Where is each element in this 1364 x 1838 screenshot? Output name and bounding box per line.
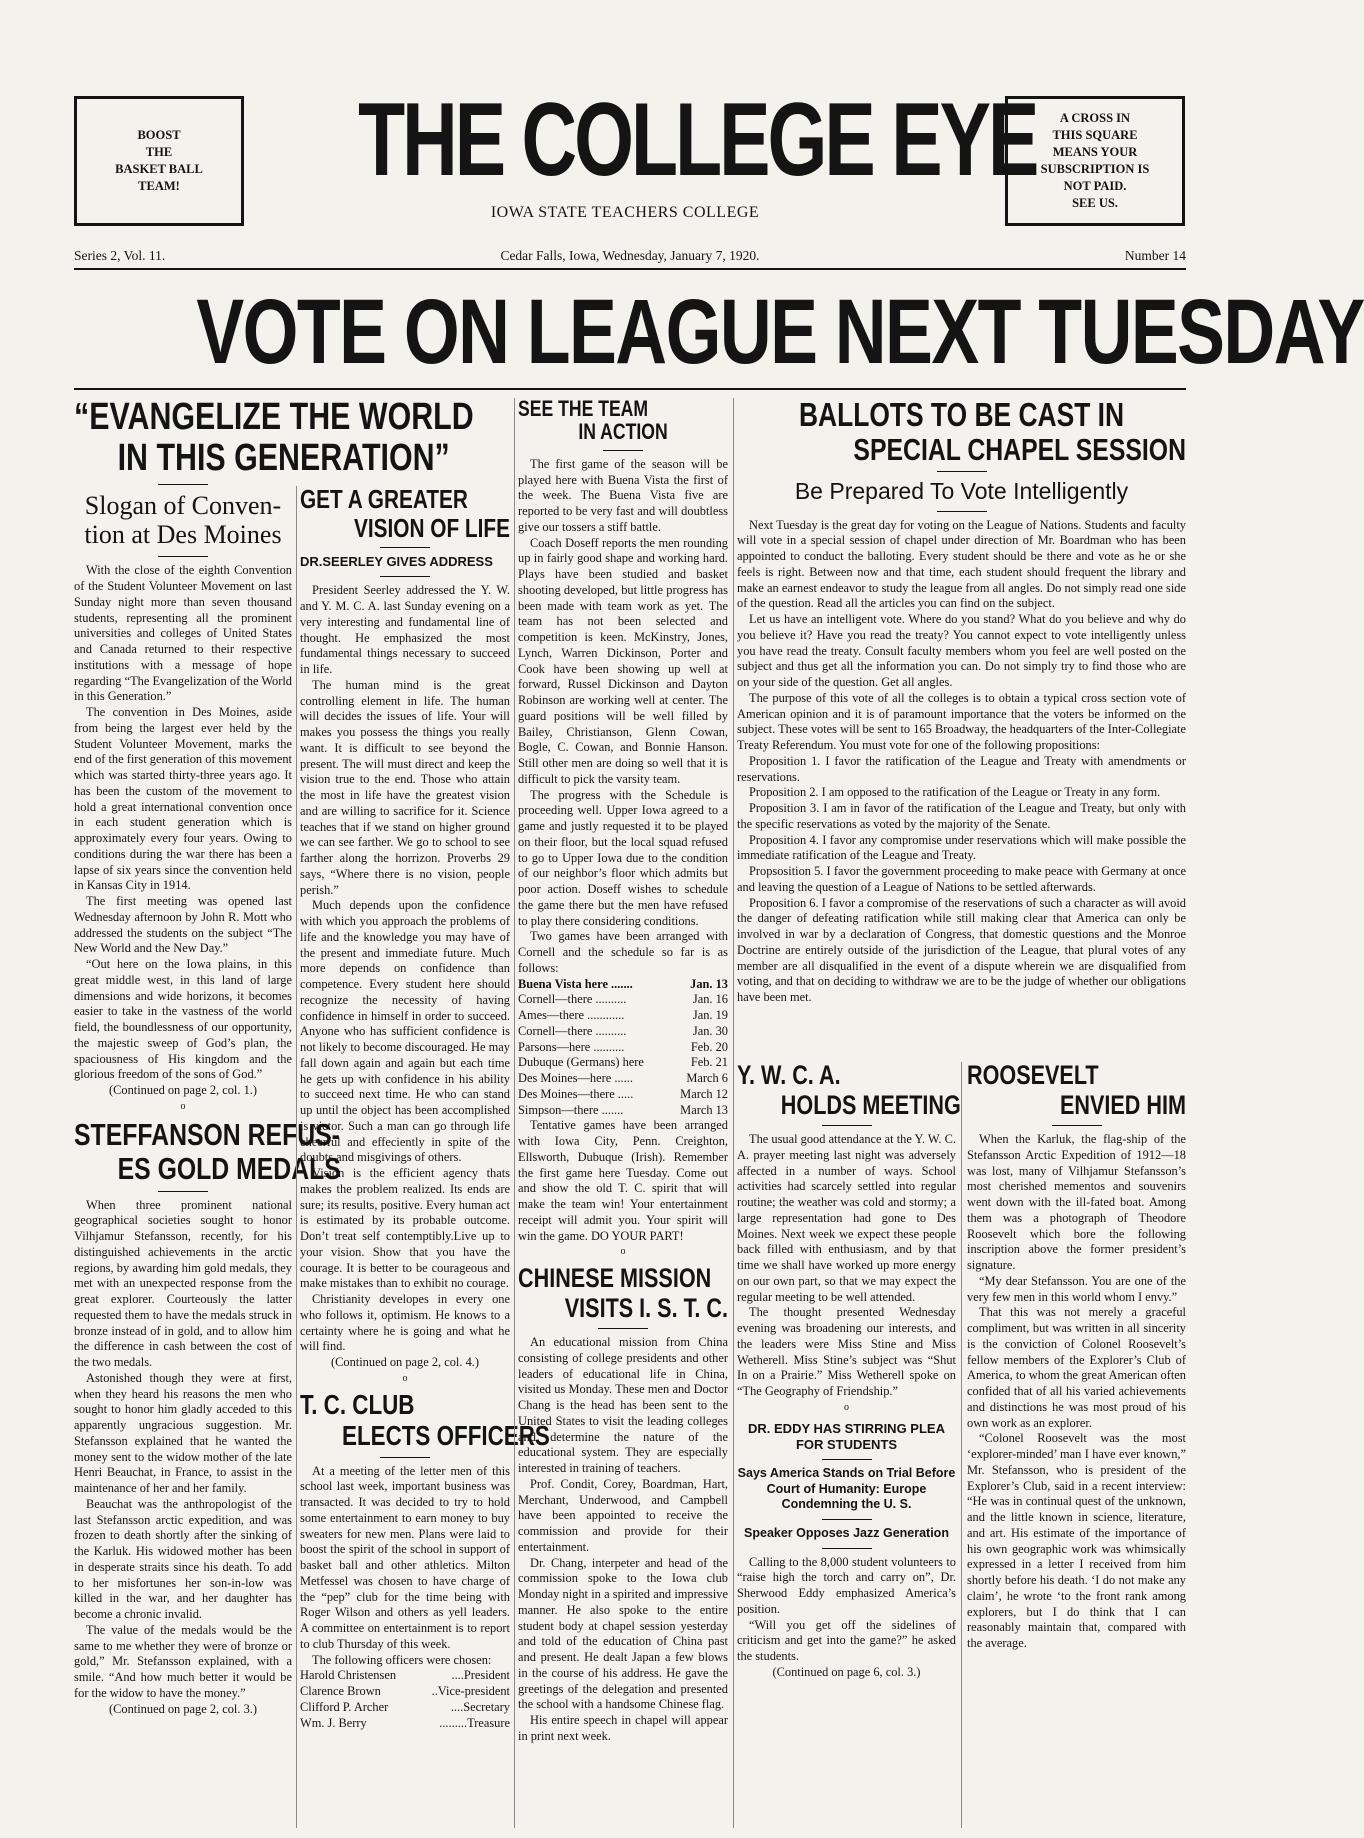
ywca-paragraph: The usual good attendance at the Y. W. C. A. prayer meeting last night was adversely affected in a number of ways. School activities had scarcely settled into regular routine; the weather was cold and stormy; a large representation had gone to Des Moines. Next week we expect these people back filled with enthusiasm, and by that time we shall have worked up more energy on our own part, so that we may expect the regular meeting to be well attended. xyxy=(737,1132,956,1304)
issue-info-line xyxy=(74,248,1186,270)
team-headline-2: IN ACTION xyxy=(578,419,668,445)
evangelize-headline-1: “EVANGELIZE THE WORLD xyxy=(74,396,474,438)
schedule-leader: ...... xyxy=(611,1071,633,1086)
schedule-leader: ............ xyxy=(584,1008,625,1023)
schedule-game xyxy=(518,1071,670,1087)
schedule-date: Jan. 16 xyxy=(692,992,728,1007)
schedule-leader: ....... xyxy=(607,976,633,991)
schedule-game xyxy=(518,1040,670,1056)
roosevelt-paragraph: “My dear Stefansson. You are one of the very few men in this world whom I envy.” xyxy=(967,1273,1186,1304)
article-vision xyxy=(300,486,510,1385)
schedule-date: Jan. 30 xyxy=(692,1023,728,1038)
article-tc-club xyxy=(300,1389,550,1731)
schedule-leader: .......... xyxy=(590,1039,625,1054)
column-4 xyxy=(737,398,1186,1048)
roosevelt-paragraph: That this was not merely a graceful compliment, but was written in all sincerity is the conviction of Colonel Roosevelt’s fellow members of the Explorer’s Club of America, to whom the great American often confided that of all his varied achievements and distinctions he was most proud of his own work as an explorer. xyxy=(967,1305,1186,1430)
article-chinese-mission xyxy=(518,1265,728,1745)
team-paragraph: Two games have been arranged with Cornell and the schedule so far is as follows: xyxy=(518,929,728,975)
schedule-row xyxy=(518,1087,728,1103)
officer-row xyxy=(300,1684,510,1700)
vision-continued: (Continued on page 2, col. 4.) xyxy=(331,1355,479,1370)
schedule-game xyxy=(518,992,670,1008)
eddy-headline: DR. EDDY HAS STIRRING PLEA FOR STUDENTS xyxy=(748,1420,945,1452)
schedule-game xyxy=(518,1024,670,1040)
steffanson-headline-2: ES GOLD MEDALS xyxy=(117,1151,341,1187)
schedule-game xyxy=(518,1103,670,1119)
tc-club-paragraph: The following officers were chosen: xyxy=(312,1652,492,1667)
divider xyxy=(822,1548,872,1549)
article-ballots xyxy=(737,398,1186,1006)
officer-name: Wm. J. Berry xyxy=(300,1715,367,1730)
divider xyxy=(598,1328,648,1329)
vision-paragraph: Much depends upon the confidence with which you approach the problems of life and the knowledge you may have of the present and immediate future. Much more depends on confidence than competence. Every student here should recognize the necessity of having confidence in himself in order to succeed. Anyone who has sufficient confidence is not likely to become discouraged. He may fall down again and again but each time he gets up with confidence in his ability to succeed next time. He who can stand up until the object has been accomplished is victor. Such a man can go through life cheerful and effeciently in spite of the doubts and misgivings of others. xyxy=(300,898,510,1165)
schedule-date: March 6 xyxy=(686,1071,728,1086)
evangelize-paragraph: With the close of the eighth Convention of the Student Volunteer Movement on last Sunday night more than seven thousand students, representing all the prominent universities and colleges of United States and Canada returned to their respective institutions with a message of hope regarding “The Evangelization of the World in this Generation.” xyxy=(74,563,292,704)
officer-office: ..Vice-president xyxy=(431,1684,510,1699)
schedule-row xyxy=(518,977,728,993)
officer-office: ....President xyxy=(451,1668,510,1683)
column-rule xyxy=(296,486,297,1828)
chinese-headline-1: CHINESE MISSION xyxy=(518,1263,712,1294)
eddy-subhead-1: Says America Stands on Trial Before Court of Humanity: Europe Condemning the U. S. xyxy=(737,1466,956,1512)
proposition: Proposition 4. I favor any compromise under reservations which will make possible the immediate ratification of the League and Treaty. xyxy=(737,832,1186,863)
schedule-date: March 12 xyxy=(680,1086,728,1101)
roosevelt-headline-1: ROOSEVELT xyxy=(967,1060,1099,1090)
chinese-paragraph: An educational mission from China consisting of college presidents and other leaders of educational life in China, visited us Monday. These men and Doctor Chang is the head has been sent to the United States to visit the leading colleges and determine the nature of the educational system. They are especially interested in training of teachers. xyxy=(518,1335,728,1476)
team-paragraph: The first game of the season will be played here with Buena Vista the first of the week. The Buena Vista five are reported to be very fast and will doubtless give our tossers a stiff battle. xyxy=(518,456,728,534)
evangelize-continued: (Continued on page 2, col. 1.) xyxy=(109,1083,257,1098)
schedule-game xyxy=(518,1008,670,1024)
dateline: Cedar Falls, Iowa, Wednesday, January 7, 1920. xyxy=(500,248,760,263)
column-2 xyxy=(300,484,550,1828)
schedule-game-name: Des Moines—here xyxy=(518,1071,612,1086)
schedule-game-name: Cornell—there xyxy=(518,1023,593,1038)
schedule-row xyxy=(518,992,728,1008)
vision-headline-1: GET A GREATER xyxy=(300,484,468,514)
schedule-row xyxy=(518,1024,728,1040)
evangelize-paragraph: “Out here on the Iowa plains, in this great middle west, in this land of large dimensions and wide horizons, it becomes easier to take in the vastness of the world field, the boundlessness of our opportunity, the majestic sweep of God’s plan, the spaciousness of His kingdom and the glorious freedom of the sons of God.” xyxy=(74,957,292,1082)
divider xyxy=(822,1459,872,1460)
roosevelt-headline-2: ENVIED HIM xyxy=(1059,1089,1186,1120)
vision-headline-2: VISION OF LIFE xyxy=(353,512,510,543)
officer-office: ....Secretary xyxy=(450,1699,510,1714)
steffanson-paragraph: The value of the medals would be the same to me whether they were of bronze or gold,” Mr. Stefansson explained, with a smile. “And how much better it would be for the widow to have the money.” xyxy=(74,1622,292,1700)
steffanson-headline-1: STEFFANSON REFUS- xyxy=(74,1117,340,1153)
evangelize-paragraph: The first meeting was opened last Wednesday afternoon by John R. Mott who addressed the students on the subject “The New World and the New Day.” xyxy=(74,894,292,956)
ballots-paragraph: Next Tuesday is the great day for voting on the League of Nations. Students and faculty will vote in a special session of chapel under direction of Mr. Boardman who has been appointed to conduct the balloting. Every student should be there and vote as he or she feels is right. Between now and that time, each student should frequent the library and make an earnest endeavor to study the league from all angles. Do not simply read one side of the question. Read all the articles you can find on the subject. xyxy=(737,517,1186,611)
schedule-date: Jan. 19 xyxy=(692,1008,728,1023)
steffanson-paragraph: Astonished though they were at first, when they heard his reasons the men who sought to honor him gladly acceded to this apparently ungracious suggestion. Mr. Stefansson explained that he wanted the money sent to the widow mother of the late Henri Beauchat, in France, to assist in the maintenance of her and her family. xyxy=(74,1370,292,1496)
roosevelt-paragraph: When the Karluk, the flag-ship of the Stefansson Arctic Expedition of 1912—18 was lost, many of Vilhjamur Stefansson’s most cherished mementos and souvenirs went down with the ill-fated boat. Among them was a photograph of Theodore Roosevelt which bore the following inscription above the former president’s signature. xyxy=(967,1132,1186,1273)
officer-office: .........Treasure xyxy=(439,1715,510,1730)
vision-paragraph: Christianity developes in every one who follows it, optimism. He knows to a certainty where he is going and what he will find. xyxy=(300,1292,510,1354)
separator-mark: o xyxy=(180,1100,186,1112)
divider xyxy=(937,511,987,512)
article-ywca xyxy=(737,1060,961,1681)
officer-name: Clifford P. Archer xyxy=(300,1699,389,1714)
schedule-row xyxy=(518,1103,728,1119)
ywca-headline-2: HOLDS MEETING xyxy=(780,1089,961,1120)
team-paragraph: Coach Doseff reports the men rounding up in fairly good shape and working hard. Plays have been studied and basket shooting developed, but little progress has been made with team work as yet. The team has not been selected and competition is keen. McKinstry, Jones, Lynch, Warren Dickinson, Porter and Cook have been showing up well at forward, Russel Dickinson and Dayton Robinson are working well at center. The guard positions will be well filled by Bailey, Christianson, Glenn Cowan, Bogle, C. Cowan, and Bonnie Hanson. Still other men are doing so well that it is difficult to pick the varsity team. xyxy=(518,535,728,786)
newspaper-title: THE COLLEGE EYE xyxy=(358,82,1037,198)
tc-club-headline-1: T. C. CLUB xyxy=(300,1389,415,1421)
column-4b xyxy=(967,1062,1186,1828)
divider xyxy=(937,471,987,472)
eddy-continued: (Continued on page 6, col. 3.) xyxy=(772,1664,921,1679)
chinese-paragraph: Dr. Chang, interpeter and head of the commission spoke to the Iowa club Monday night in a spirited and impressive manner. He also spoke to the entire student body at chapel session yesterday and told of the education of China past and present. He dealt Japan a few blows in the course of his address. He gave the greetings of the delegation and presented the school with a handsome Chinese flag. xyxy=(518,1555,728,1712)
column-3 xyxy=(518,398,728,1828)
schedule-leader: .......... xyxy=(592,992,627,1007)
officers-table xyxy=(300,1668,510,1731)
team-paragraph: The progress with the Schedule is proceeding well. Upper Iowa agreed to a game and justly requested it to be played on their floor, but the local squad refused to go to Upper Iowa due to the condition of our neighbor’s floor which admits but poor action. Doseff wishes to schedule the game there but the men have refused to play there considering conditions. xyxy=(518,787,728,928)
proposition: Propsosition 5. I favor the government proceeding to make peace with Germany at once and leaving the question of a League of Nations to be settled afterwards. xyxy=(737,864,1186,894)
divider xyxy=(380,547,430,548)
vision-paragraph: The human mind is the great controlling element in life. The human will decides the issues of life. Your will makes you possess the things you really want. It is difficult to see beyond the present. The will must direct and keep the vision true to the end. Those who attain the most in life have the greatest vision and are willing to sacrifice for it. Science teaches that if we stand on higher ground we can see farther. We go to school to see farther along the horrizon. Proverbs 29 says, “Where there is no vision, people perish.” xyxy=(300,677,510,897)
ballots-headline-2: SPECIAL CHAPEL SESSION xyxy=(853,431,1186,467)
steffanson-paragraph: When three prominent national geographical societies sought to honor Vilhjamur Stefansson, recently, for his distinguished achievements in the arctic regions, by awarding him gold medals, they met with an unexpected response from the great explorer. Courteously the latter requested them to have the medals struck in bronze instead of in gold, and to allow him the difference in cash between the cost of the two medals. xyxy=(74,1197,292,1370)
schedule-date: Feb. 20 xyxy=(690,1039,728,1054)
ywca-paragraph: The thought presented Wednesday evening was broadening our interests, and the leaders were Miss Stine and Miss Wetherell. Miss Stine’s subject was “Shut In on a Prairie.” Miss Wetherell spoke on “The Geography of Friendship.” xyxy=(737,1305,956,1399)
eddy-paragraph: “Will you get off the sidelines of criticism and get into the game?” he asked the students. xyxy=(737,1617,956,1663)
ear-box-left: BOOST THE BASKET BALL TEAM! xyxy=(74,96,244,226)
proposition: Proposition 1. I favor the ratification of the League and Treaty with amendments or reservations. xyxy=(737,753,1186,784)
officer-name: Harold Christensen xyxy=(300,1668,397,1683)
officer-row xyxy=(300,1700,510,1716)
schedule-row xyxy=(518,1055,728,1071)
vision-paragraph: Vision is the efficient agency thats makes the problem realized. Its ends are sure; its results, positive. Every human act is estimated by its probable outcome. Don’t treat self contemptibly.Live up to your vision. Show that you have the courage. It is better to be courageous and make mistakes than to exhibit no courage. xyxy=(300,1166,510,1291)
officer-name: Clarence Brown xyxy=(300,1684,381,1699)
divider xyxy=(822,1125,872,1126)
schedule-leader: ..... xyxy=(614,1086,634,1101)
proposition: Proposition 2. I am opposed to the ratification of the League or Treaty in any form. xyxy=(749,785,1161,800)
separator-mark: o xyxy=(844,1401,849,1413)
issue-number: Number 14 xyxy=(1124,248,1186,263)
vision-subhead: DR.SEERLEY GIVES ADDRESS xyxy=(300,554,493,570)
schedule-row xyxy=(518,1008,728,1024)
team-paragraph: Tentative games have been arranged with Iowa City, Penn. Creighton, Ellsworth, Dubuque (Irish). Remember the first game here Tuesday. Come out and show the old T. C. spirit that will make the team win! Your entertainment receipt will admit you. Your spirit will win the game. DO YOUR PART! xyxy=(518,1118,728,1243)
schedule-game-name: Parsons—here xyxy=(518,1039,591,1054)
steffanson-paragraph: Beauchat was the anthropologist of the last Stefansson arctic expedition, and was frozen to death shortly after the sinking of the Karluk. His widowed mother has been in desperate straits since his death. To add to her misfortunes her son-in-low was killed in the war, and her daughter has become a chronic invalid. xyxy=(74,1496,292,1622)
chinese-paragraph: His entire speech in chapel will appear in print next week. xyxy=(518,1713,728,1743)
divider xyxy=(158,556,208,557)
proposition: Proposition 3. I am in favor of the ratification of the League and Treaty, but only with the specific reservations as voted by the majority of the Senate. xyxy=(737,801,1186,831)
team-headline-1: SEE THE TEAM xyxy=(518,396,649,421)
ballots-subhead: Be Prepared To Vote Intelligently xyxy=(794,478,1129,505)
schedule-leader: .......... xyxy=(592,1023,627,1038)
schedule-row xyxy=(518,1040,728,1056)
divider xyxy=(380,576,430,577)
chinese-headline-2: VISITS I. S. T. C. xyxy=(564,1292,728,1323)
divider xyxy=(380,1457,430,1458)
article-roosevelt xyxy=(967,1062,1186,1652)
schedule-leader: ....... xyxy=(598,1102,624,1117)
eddy-subhead-2: Speaker Opposes Jazz Generation xyxy=(744,1525,949,1540)
schedule-game-name: Ames—there xyxy=(518,1008,585,1023)
schedule-game-name: Buena Vista here xyxy=(518,976,608,991)
steffanson-continued: (Continued on page 2, col. 3.) xyxy=(109,1701,257,1716)
ywca-headline-1: Y. W. C. A. xyxy=(737,1060,841,1090)
tc-club-paragraph: At a meeting of the letter men of this school last week, important business was transacted. It was decided to try to hold some entertainment to earn money to buy sweaters for new men. Plans were laid to boost the spirit of the school in support of basket ball and other athletics. Milton Metfessel was chosen to have charge of the “pep” club for the time being with Roger Wilson and others as yell leaders. A committee on entertainment is to report to club Thursday of this week. xyxy=(300,1463,510,1651)
schedule-game-name: Des Moines—there xyxy=(518,1086,615,1101)
roosevelt-paragraph: “Colonel Roosevelt was the most ‘explorer-minded’ man I have ever known,” Mr. Stefansson, who is president of the Explorer’s Club, said in a recent interview: “He was in continual quest of the unknown, and the little known in science, literature, and art. His estimate of the importance of his own geographic work was whimsically expressed in a letter I received from him shortly before his death. ‘I do not make any claim’, he wrote ‘to the front rank among explorers, but I do think that I can reasonably maintain that, compared with the average. xyxy=(967,1431,1186,1651)
column-rule xyxy=(514,398,515,1828)
column-rule xyxy=(733,398,734,1828)
schedule-date: Feb. 21 xyxy=(690,1055,728,1070)
tc-club-headline-2: ELECTS OFFICERS xyxy=(342,1420,550,1452)
chinese-paragraph: Prof. Condit, Corey, Boardman, Hart, Merchant, Underwood, and Campbell have been appointed to receive the commission and provide for their entertainment. xyxy=(518,1476,728,1554)
divider xyxy=(603,450,643,451)
separator-mark: o xyxy=(620,1246,626,1258)
column-rule xyxy=(961,1062,962,1828)
officer-row xyxy=(300,1716,510,1732)
divider xyxy=(158,484,208,485)
eddy-paragraph: Calling to the 8,000 student volunteers to “raise high the torch and carry on”, Dr. Sherwood Eddy emphasized America’s position. xyxy=(737,1554,956,1616)
officer-row xyxy=(300,1668,510,1684)
column-4a xyxy=(737,1060,961,1828)
separator-mark: o xyxy=(402,1372,408,1384)
evangelize-paragraph: The convention in Des Moines, aside from being the largest ever held by the Student Volunteer Movement, marks the end of the first generation of this movement which was started thirty-three years ago. It has been the custom of the movement to hold a great international convention once in each student generation which is approximately every four years. Owing to conditions during the war there has been a lapse of six years since the convention held in Kansas City in 1914. xyxy=(74,705,292,893)
evangelize-subhead: Slogan of Conven-tion at Des Moines xyxy=(84,490,282,550)
article-team xyxy=(518,398,728,1259)
divider xyxy=(822,1519,872,1520)
ballots-paragraph: Let us have an intelligent vote. Where do you stand? What do you believe and why do you believe it? Have you read the treaty? You cannot expect to vote intelligently unless you have read the treaty. Consult faculty members whom you feel are well posted on the subject and thus get all the information you can. Do not simply try to find those who are on your side of the question. Get all angles. xyxy=(737,612,1186,690)
schedule-game-name: Cornell—there xyxy=(518,992,593,1007)
banner-headline: VOTE ON LEAGUE NEXT TUESDAY xyxy=(196,281,1364,383)
series-volume: Series 2, Vol. 11. xyxy=(74,248,166,263)
schedule-game-name: Simpson—there xyxy=(518,1102,599,1117)
schedule-date: March 13 xyxy=(680,1102,728,1117)
schedule-game-name: Dubuque (Germans) here xyxy=(518,1055,644,1070)
evangelize-headline-2: IN THIS GENERATION” xyxy=(117,436,450,479)
schedule-game xyxy=(518,1087,670,1103)
schedule-game xyxy=(518,977,670,993)
propositions-list xyxy=(737,754,1186,1006)
divider xyxy=(158,1191,208,1192)
schedule-row xyxy=(518,1071,728,1087)
schedule-date: Jan. 13 xyxy=(690,976,728,991)
schedule-table xyxy=(518,977,728,1119)
banner-rule xyxy=(74,388,1186,390)
ear-box-right: A CROSS IN THIS SQUARE MEANS YOUR SUBSCRIPTION IS NOT PAID. SEE US. xyxy=(1005,96,1185,226)
vision-paragraph: President Seerley addressed the Y. W. and Y. M. C. A. last Sunday evening on a very interesting and fundamental line of thought. He emphasized the most fundamental things necessary to succeed in life. xyxy=(300,583,510,677)
schedule-game xyxy=(518,1055,670,1071)
divider xyxy=(1052,1125,1102,1126)
newspaper-subtitle: IOWA STATE TEACHERS COLLEGE xyxy=(490,204,760,221)
proposition: Proposition 6. I favor a compromise of the reservations of such a character as will avoid the danger of defeating ratification while still making clear that America can only be involved in war by a declaration of Congress, that domestic questions and the Monroe Doctrine are entirely outside of the jurisdiction of the League, that plural votes of any member are all disqualified in the event of a dispute wherein we are disqualified from voting, and that on deciding to withdraw we are to be the judge of whether our obligations have been met. xyxy=(737,895,1186,1005)
ballots-headline-1: BALLOTS TO BE CAST IN xyxy=(798,396,1125,433)
ballots-paragraph: The purpose of this vote of all the colleges is to obtain a typical cross section vote of American opinion and it is of paramount importance that the voters be informed on the subject. These votes will be sent to 165 Broadway, the headquarters of the Inter-Collegiate Treaty Referendum. You must vote for one of the following propositions: xyxy=(737,690,1186,753)
